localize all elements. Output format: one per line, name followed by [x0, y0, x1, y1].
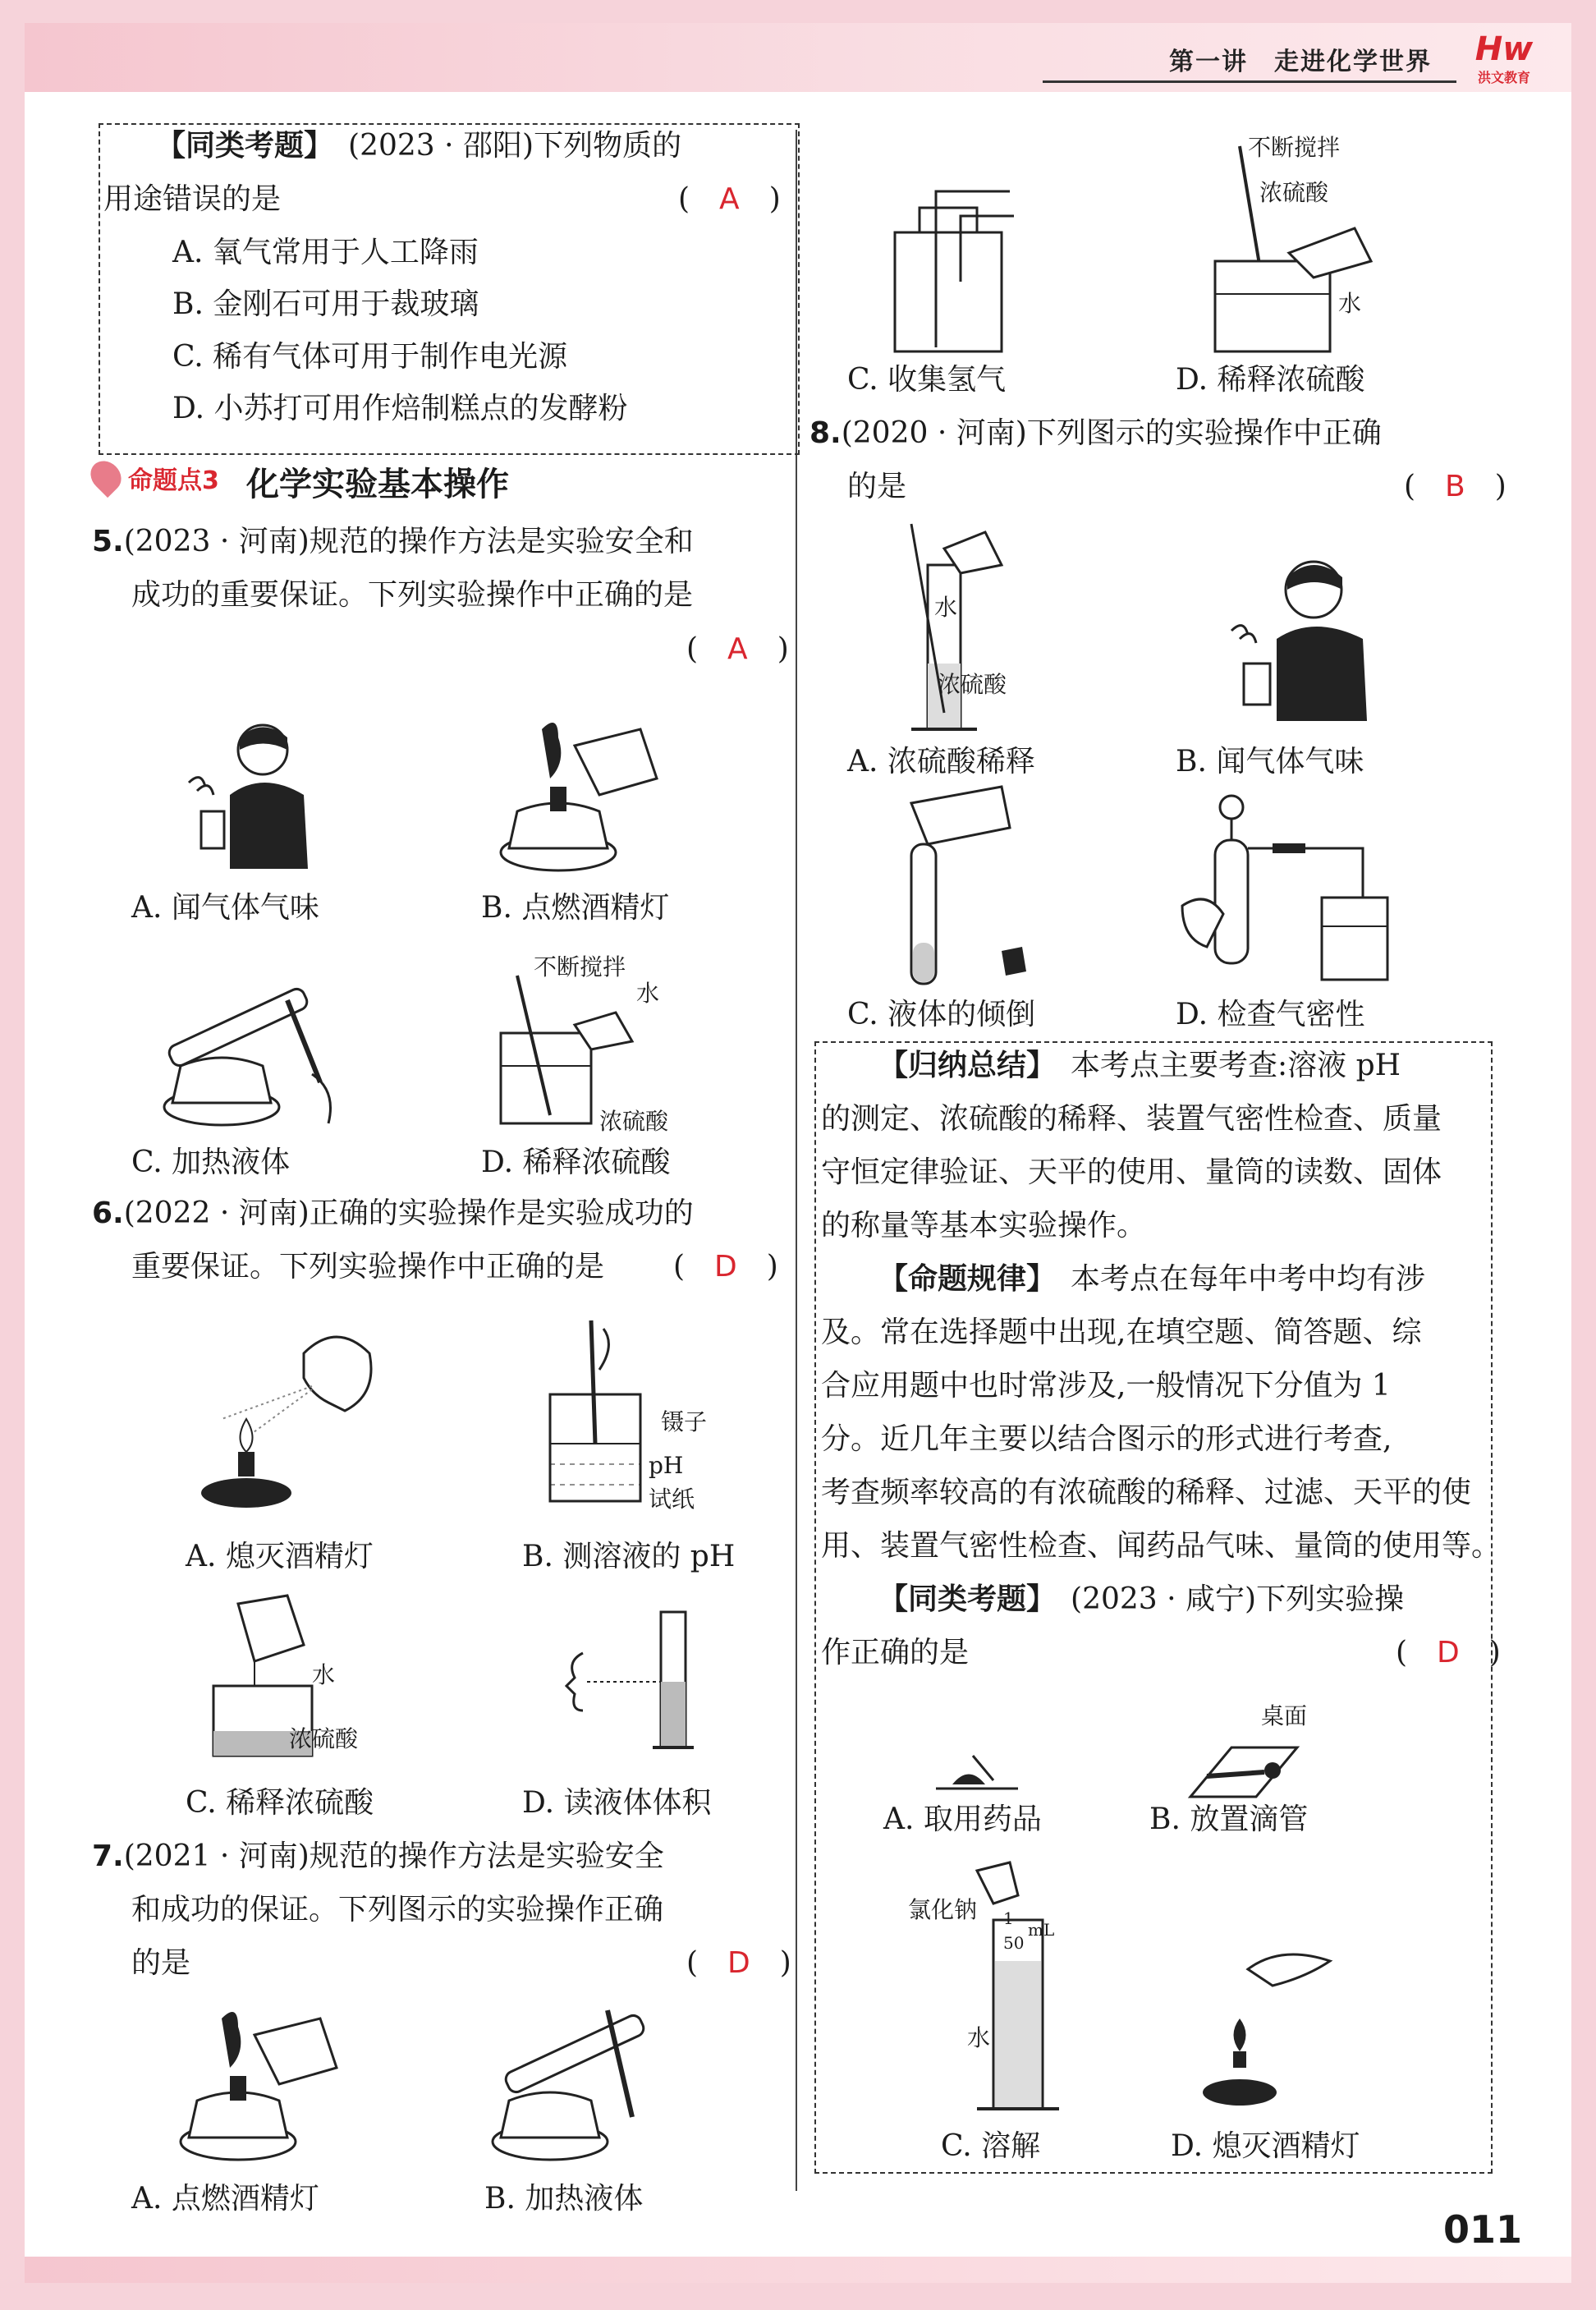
q7-line3: 的是: [131, 1946, 191, 1980]
summary-line: 守恒定律验证、天平的使用、量筒的读数、固体: [821, 1155, 1442, 1189]
q8-line2: 的是: [847, 470, 907, 503]
pour-liquid-figure: [878, 778, 1043, 992]
rule-line: 及。常在选择题中出现,在填空题、简答题、综: [821, 1316, 1422, 1349]
q7-option-a: A. 点燃酒精灯: [131, 2182, 319, 2216]
same-type-line1: 【同类考题】 (2023 · 邵阳)下列物质的: [156, 129, 682, 163]
logo-mark: Hw: [1474, 30, 1534, 68]
q7-option-b: B. 加热液体: [484, 2182, 644, 2216]
rule-line: 合应用题中也时常涉及,一般情况下分值为 1: [821, 1369, 1391, 1403]
label-water: 水: [934, 594, 958, 621]
rule-line: 用、装置气密性检查、闻药品气味、量筒的使用等。: [821, 1529, 1502, 1563]
heat-liquid-figure: [156, 967, 353, 1132]
header-rule: [1043, 80, 1456, 83]
summary-line: 【归纳总结】 本考点主要考查:溶液 pH: [878, 1049, 1401, 1082]
smell-gas-figure: [164, 713, 328, 869]
same-type-2-option-b: B. 放置滴管: [1149, 1803, 1309, 1836]
same-type-2-option-d: D. 熄灭酒精灯: [1171, 2129, 1360, 2163]
label-water: 水: [312, 1661, 336, 1688]
same-type-2-answer: ( D ): [1396, 1636, 1501, 1669]
q6-option-c: C. 稀释浓硫酸: [186, 1786, 374, 1820]
chapter-title: 第一讲 走进化学世界: [1169, 48, 1432, 76]
option: B. 金刚石可用于裁玻璃: [172, 287, 479, 321]
blow-lamp-figure: [189, 1320, 386, 1509]
q6-option-a: A. 熄灭酒精灯: [186, 1540, 374, 1573]
same-type-2-option-c: C. 溶解: [941, 2129, 1041, 2163]
label-water: 水: [967, 2024, 991, 2051]
label-1: 1: [1003, 1908, 1014, 1928]
option: A. 氧气常用于人工降雨: [172, 236, 479, 269]
acid-dilution-figure: [878, 516, 1043, 737]
read-volume-figure: [550, 1604, 714, 1760]
q5-option-c: C. 加热液体: [131, 1146, 291, 1179]
q6-option-b: B. 测溶液的 pH: [522, 1540, 736, 1573]
q7-line1: 7.(2021 · 河南)规范的操作方法是实验安全: [92, 1839, 664, 1873]
label-stir: 不断搅拌: [534, 953, 626, 980]
section-badge: [92, 458, 240, 494]
rule-line: 分。近几年主要以结合图示的形式进行考查,: [821, 1422, 1392, 1456]
page: [25, 23, 1571, 2283]
label-stir: 不断搅拌: [1248, 134, 1341, 161]
label-desk: 桌面: [1261, 1702, 1308, 1729]
dilute-acid-3-figure: [1190, 130, 1379, 360]
q6-line1: 6.(2022 · 河南)正确的实验操作是实验成功的: [92, 1196, 694, 1230]
same-type-2-option-a: A. 取用药品: [883, 1803, 1042, 1836]
q7-line2: 和成功的保证。下列图示的实验操作正确: [131, 1893, 664, 1927]
same-type-2-line2: 作正确的是: [821, 1636, 970, 1669]
q8-option-b: B. 闻气体气味: [1176, 745, 1364, 778]
same-type-2-line1: 【同类考题】 (2023 · 咸宁)下列实验操: [878, 1582, 1405, 1616]
label-acid: 浓硫酸: [599, 1108, 669, 1135]
same-type-line2: 用途错误的是: [103, 182, 282, 216]
rule-line: 考查频率较高的有浓硫酸的稀释、过滤、天平的使: [821, 1476, 1472, 1509]
q7-option-d: D. 稀释浓硫酸: [1176, 363, 1365, 397]
label-nacl: 氯化钠: [908, 1896, 978, 1923]
airtight-check-figure: [1174, 791, 1387, 988]
label-paper: 试纸: [649, 1486, 695, 1513]
footer-band: [25, 2257, 1571, 2283]
label-water: 水: [1338, 290, 1362, 317]
same-type-answer: ( A ): [678, 182, 781, 216]
q8-option-a: A. 浓硫酸稀释: [847, 745, 1035, 778]
label-ml: mL: [1028, 1920, 1055, 1940]
ph-test-figure: [534, 1320, 665, 1509]
heat-liquid-2-figure: [484, 1994, 681, 2166]
label-acid: 浓硫酸: [289, 1725, 359, 1752]
option: D. 小苏打可用作焙制糕点的发酵粉: [172, 392, 628, 425]
q5-line1: 5.(2023 · 河南)规范的操作方法是实验安全和: [92, 525, 694, 558]
q6-line2: 重要保证。下列实验操作中正确的是: [131, 1250, 605, 1284]
dissolve-figure: [961, 1862, 1075, 2117]
drop-icon: [85, 455, 127, 498]
rule-line: 【命题规律】 本考点在每年中考中均有涉: [878, 1262, 1426, 1296]
q6-answer: ( D ): [673, 1250, 778, 1284]
label-tweezers: 镊子: [661, 1408, 708, 1435]
q7-answer: ( D ): [686, 1946, 791, 1980]
q8-option-d: D. 检查气密性: [1176, 998, 1365, 1031]
section-title: 化学实验基本操作: [246, 466, 509, 503]
q5-line2: 成功的重要保证。下列实验操作中正确的是: [131, 578, 694, 612]
dropper-desk-figure: [1158, 1731, 1305, 1805]
q8-line1: 8.(2020 · 河南)下列图示的实验操作中正确: [809, 416, 1382, 450]
q6-option-d: D. 读液体体积: [522, 1786, 712, 1820]
logo-text: 洪文教育: [1477, 70, 1530, 85]
header-band: [25, 23, 1571, 92]
q5-option-b: B. 点燃酒精灯: [481, 891, 670, 925]
q8-option-c: C. 液体的倾倒: [847, 998, 1036, 1031]
q8-answer: ( B ): [1404, 470, 1507, 503]
q5-option-a: A. 闻气体气味: [131, 891, 319, 925]
summary-line: 的测定、浓硫酸的稀释、装置气密性检查、质量: [821, 1102, 1442, 1136]
light-lamp-figure: [493, 713, 673, 877]
blow-out-lamp-figure: [1199, 1945, 1338, 2109]
q5-answer: ( A ): [686, 632, 789, 666]
label-acid: 浓硫酸: [938, 671, 1007, 698]
smell-gas-2-figure: [1207, 549, 1387, 729]
summary-line: 的称量等基本实验操作。: [821, 1209, 1147, 1242]
badge-label: 命题点3: [128, 466, 219, 495]
label-water: 水: [636, 980, 660, 1007]
q5-option-d: D. 稀释浓硫酸: [481, 1146, 671, 1179]
publisher-logo: [1461, 31, 1547, 89]
page-number: 011: [1442, 2207, 1522, 2252]
label-ph: pH: [649, 1452, 684, 1479]
option: C. 稀有气体可用于制作电光源: [172, 340, 568, 374]
label-50: 50: [1003, 1933, 1025, 1953]
q7-option-c: C. 收集氢气: [847, 363, 1007, 397]
label-acid: 浓硫酸: [1259, 179, 1329, 206]
light-lamp-2-figure: [172, 2002, 353, 2166]
collect-hydrogen-figure: [878, 183, 1018, 356]
take-chemical-figure: [928, 1739, 1026, 1805]
